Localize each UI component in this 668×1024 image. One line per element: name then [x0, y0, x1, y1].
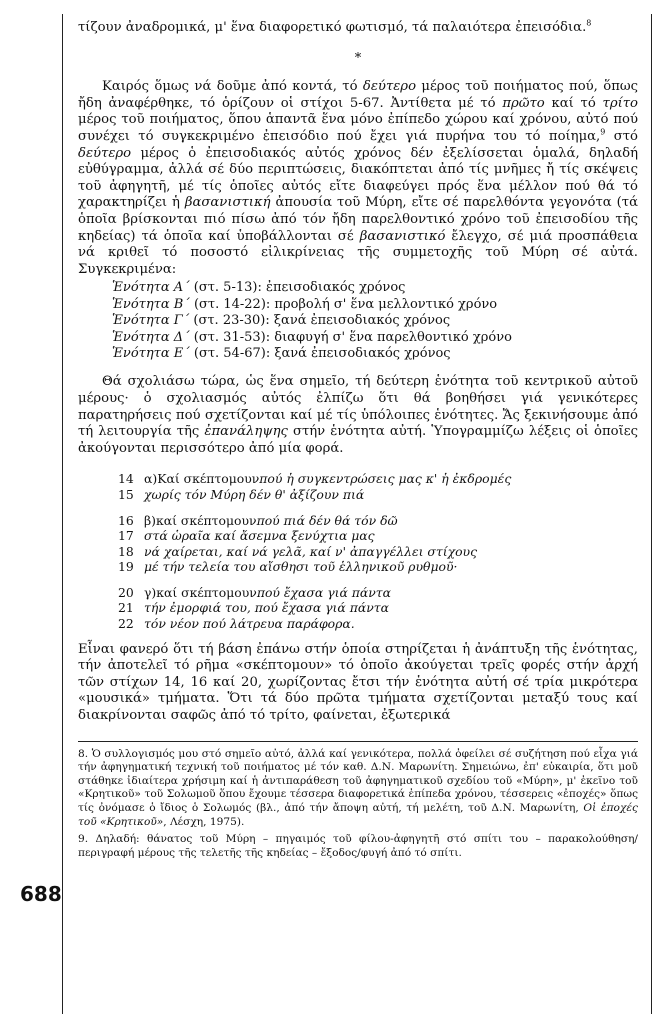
units-list	[112, 280, 638, 362]
poem-line: 19 μέ τήν τελεία του αἴσθησι τοῦ ἑλληνικοῦ ρυθμοῦ·	[118, 559, 458, 575]
paragraph-3: Εἶναι φανερό ὅτι τή βάση ἐπάνω στήν ὁποία στηρίζεται ἡ ἀνάπτυξη τῆς ἑνότητας, τήν ἀποτελεῖ τό ρῆμα «σκέπτομουν» τό ὁποῖο ἀκούγεται τρεῖς φορές στήν ἀρχή τῶν στίχων 14, 16 καί 20, χωρίζοντας ἔτσι τήν ἑνότητα αὐτή σέ τρία μικρότερα «μουσικά» τμήματα. Ὅτι τά δύο πρῶτα τμήματα σχετίζονται μεταξύ τους καί διακρίνονται σαφῶς ἀπό τό τρίτο, φαίνεται, ἐξωτερικά	[78, 641, 638, 724]
poem-excerpt	[118, 471, 638, 631]
footnote-ref-8: 8	[586, 18, 592, 28]
paragraph-2: Θά σχολιάσω τώρα, ὡς ἕνα σημεῖο, τή δεύτερη ἑνότητα τοῦ κεντρικοῦ αὐτοῦ μέρους· ὁ σχολιασμός αὐτός ἐλπίζω ὅτι θά βοηθήσει γιά γενικότερες παρατηρήσεις πού σχετίζονται καί μέ τίς ὑπόλοιπες ἑνότητες. Ἄς ξεκινήσουμε ἀπό τή λειτουργία τῆς ἐπανάληψης στήν ἑνότητα αὐτή. Ὑπογραμμίζω λέξεις οἱ ὁποῖες ἀκούγονται περισσότερο ἀπό μία φορά.	[78, 374, 638, 456]
poem-line: 20 γ) καί σκέπτομουν πού ἔχασα γιά πάντα	[118, 584, 392, 600]
page-content	[78, 20, 638, 864]
page-number: 688	[20, 882, 62, 906]
poem-line: 14 α) Καί σκέπτομουν πού ἡ συγκεντρώσεις μας κ' ἡ ἐκδρομές	[118, 471, 512, 487]
unit-item: Ἑνότητα Β΄ (στ. 14-22): προβολή σ' ἕνα μελλοντικό χρόνο	[112, 296, 498, 312]
top-line: τίζουν ἀναδρομικά, μ' ἕνα διαφορετικό φωτισμό, τά παλαιότερα ἐπεισόδια.$^8$	[78, 18, 592, 35]
unit-item: Ἑνότητα Γ΄ (στ. 23-30): ξανά ἐπεισοδιακός χρόνος	[112, 313, 451, 329]
unit-item: Ἑνότητα Α΄ (στ. 5-13): ἐπεισοδιακός χρόνος	[112, 280, 406, 296]
unit-item: Ἑνότητα Δ΄ (στ. 31-53): διαφυγή σ' ἕνα παρελθοντικό χρόνο	[112, 329, 512, 345]
poem-line: 15 χωρίς τόν Μύρη δέν θ' ἀξίζουν πιά	[118, 486, 365, 502]
footnote-8: 8. Ὁ συλλογισμός μου στό σημεῖο αὐτό, ἀλλά καί γενικότερα, πολλά ὀφείλει σέ συζήτηση πού εἶχα γιά τήν ἀφηγηματική τεχνική τοῦ ποιήματος μέ τόν καθ. Δ.Ν. Μαρωνίτη. Σημειώνω, ἐπ' εὐκαιρία, ὅτι μοῦ στάθηκε ἰδιαίτερα χρήσιμη καί ἡ ἀντιπαράθεση τοῦ ἀφηγηματικοῦ σχεδίου τοῦ «Μύρη», μ' ἐκεῖνο τοῦ «Κρητικοῦ» τοῦ Σολωμοῦ ὅπου ἔχουμε τέσσερα διαφορετικά ἐπίπεδα χρόνου, τέσσερεις «ἐποχές» ὅπως τίς ὀνόμασε ὁ ἴδιος ὁ Σολωμός (βλ., ἀπό τήν ἄποψη αὐτή, τή μελέτη, τοῦ Δ.Ν. Μαρωνίτη, Οἱ ἐποχές τοῦ «Κρητικοῦ», Λέσχη, 1975).	[78, 747, 638, 828]
footnote-divider	[78, 741, 638, 742]
poem-line: 18 νά χαίρεται, καί νά γελᾶ, καί ν' ἀπαγγέλλει στίχους	[118, 543, 478, 559]
footnotes	[78, 748, 638, 861]
poem-line: 17 στά ὡραῖα καί ἄσεμνα ξενύχτια μας	[118, 528, 375, 544]
footnote-9: 9. Δηλαδή: θάνατος τοῦ Μύρη – πηγαιμός τοῦ φίλου-ἀφηγητῆ στό σπίτι του – παρακολούθηση/περιγραφή μέρους τῆς τελετῆς τῆς κηδείας – ἔξοδος/φυγή ἀπό τό σπίτι.	[78, 833, 638, 859]
paragraph-1: Καιρός ὅμως νά δοῦμε ἀπό κοντά, τό δεύτερο μέρος τοῦ ποιήματος πού, ὅπως ἤδη ἀναφέρθηκε, τό ὁρίζουν οἱ στίχοι 5-67. Ἀντίθετα μέ τό πρῶτο καί τό τρίτο μέρος τοῦ ποιήματος, ὅπου ἁπαντᾶ ἕνα μόνο ἐπίπεδο χώρου καί χρόνου, αὐτό πού συνέχει τό συγκεκριμένο ἐπεισόδιο πού ἔχει γιά πυρήνα του τό ποίημα,$^9$ στό δεύτερο μέρος ὁ ἐπεισοδιακός αὐτός χρόνος δέν ἐξελίσσεται ὁμαλά, δηλαδή εὐθύγραμμα, ἀλλά σέ δύο περιπτώσεις, διακόπτεται ἀπό τίς μνῆμες ἤ τίς σκέψεις τοῦ ἀφηγητῆ, μέ τίς ὁποῖες αὐτός εἴτε διαφεύγει πρός ἕνα μέλλον πού θά τό χαρακτηρίζει ἡ βασανιστική ἀπουσία τοῦ Μύρη, εἴτε σέ παρελθόντα γεγονότα (τά ὁποῖα βρίσκονται πιό πίσω ἀπό τόν ἤδη παρελθοντικό χρόνο τοῦ ἐπεισοδίου τῆς κηδείας) τά ὁποῖα καί ὑποβάλλονται σέ βασανιστικό ἔλεγχο, σέ μιά προσπάθεια νά κριθεῖ τό ποσοστό εἰλικρίνειας τῆς συμμετοχῆς τοῦ Μύρη σέ αὐτά. Συγκεκριμένα:	[78, 79, 639, 277]
poem-group-b	[118, 513, 638, 575]
poem-line: 22 τόν νέον πού λάτρευα παράφορα.	[118, 616, 355, 632]
poem-group-c	[118, 585, 638, 632]
section-separator: *	[354, 50, 362, 66]
poem-line: 21 τήν ἐμορφιά του, πού ἔχασα γιά πάντα	[118, 600, 389, 616]
unit-item: Ἑνότητα Ε΄ (στ. 54-67): ξανά ἐπεισοδιακός χρόνος	[112, 345, 451, 361]
poem-line: 16 β) καί σκέπτομουν πού πιά δέν θά τόν δῶ	[118, 512, 398, 528]
footnote-ref-9: 9	[600, 127, 606, 137]
poem-group-a	[118, 471, 638, 502]
